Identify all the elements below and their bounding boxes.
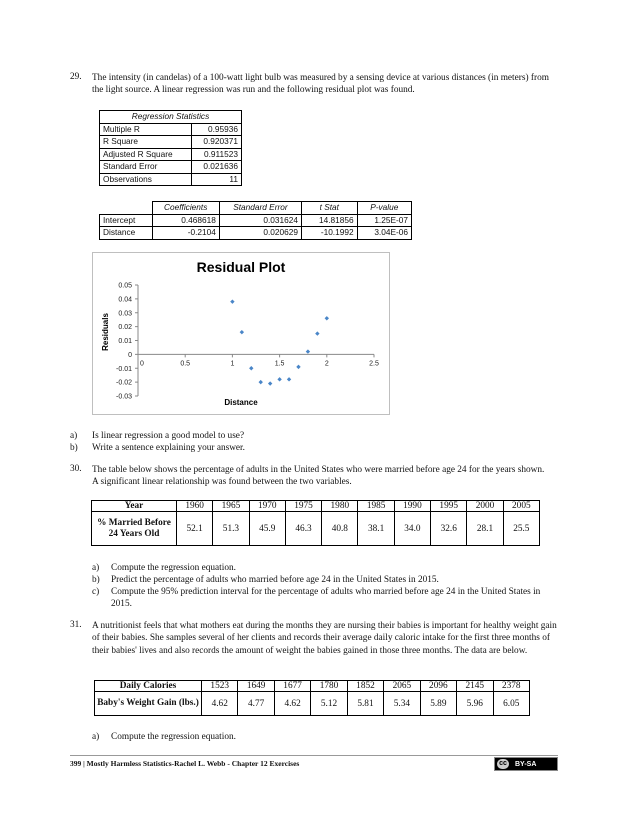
- footer-text: 399 | Mostly Harmless Statistics-Rachel L. Webb - Chapter 12 Exercises: [70, 759, 300, 768]
- y-axis-label: Residuals: [101, 313, 110, 351]
- table-row: Observations 11: [100, 173, 242, 186]
- x-tick-label: 0.5: [180, 360, 191, 368]
- table-row: Multiple R 0.95936: [100, 123, 242, 136]
- table-row: Intercept 0.468618 0.031624 14.81856 1.25E-07: [100, 214, 412, 227]
- table-row: Baby's Weight Gain (lbs.) 4.62 4.77 4.62 5.12 5.81 5.34 5.89 5.96 6.05: [95, 692, 530, 716]
- y-tick-label: 0: [128, 351, 132, 359]
- x-tick-label: 1: [230, 360, 235, 368]
- q29-part-b-letter: b): [70, 443, 78, 453]
- table-header-row: Coefficients Standard Error t Stat P-value: [100, 202, 412, 215]
- table-row: Daily Calories 1523 1649 1677 1780 1852 2065 2096 2145 2378: [95, 681, 530, 692]
- table-row: Adjusted R Square 0.911523: [100, 148, 242, 161]
- q31-part-a: Compute the regression equation.: [111, 732, 236, 742]
- q31-number: 31.: [70, 620, 82, 630]
- reg-stats-title: Regression Statistics: [100, 111, 242, 124]
- q29-part-b: Write a sentence explaining your answer.: [92, 443, 245, 453]
- footer-rule: [70, 755, 558, 756]
- regression-statistics-table: [99, 110, 242, 186]
- cc-icon: cc: [497, 759, 509, 769]
- calories-table: [94, 680, 530, 716]
- x-tick-label: 2: [324, 360, 329, 368]
- x-tick-label: 0: [140, 360, 144, 368]
- q30-part-b-letter: b): [92, 575, 100, 585]
- q29-number: 29.: [70, 72, 82, 82]
- q29-part-a-letter: a): [70, 431, 78, 441]
- y-tick-label: -0.03: [116, 393, 132, 401]
- q30-part-a: Compute the regression equation.: [111, 563, 236, 573]
- y-tick-label: 0.02: [118, 324, 132, 332]
- y-tick-label: -0.01: [116, 365, 132, 373]
- q30-part-c: Compute the 95% prediction interval for the percentage of adults who married before age 24 in the United States in 2015.: [111, 587, 541, 610]
- table-row: Year 1960 1965 1970 1975 1980 1985 1990 1995 2000 2005: [92, 501, 540, 512]
- q29-text: The intensity (in candelas) of a 100-watt light bulb was measured by a sensing device at various distances (in meters) from the light source. A linear regression was run and the following residual plot was found.: [92, 73, 549, 96]
- q29-part-a: Is linear regression a good model to use?: [92, 431, 245, 441]
- q30-part-a-letter: a): [92, 563, 100, 573]
- chart-title: Residual Plot: [196, 259, 286, 275]
- table-row: Distance -0.2104 0.020629 -10.1992 3.04E-06: [100, 227, 412, 240]
- q30-text: The table below shows the percentage of adults in the United States who were married before age 24 for the years shown. A significant linear relationship was found between the two variables.: [92, 465, 545, 488]
- marriage-table: [91, 500, 540, 546]
- y-tick-label: 0.01: [118, 338, 132, 345]
- q30-number: 30.: [70, 464, 82, 474]
- q31-part-a-letter: a): [92, 732, 100, 742]
- residual-plot: [92, 252, 390, 415]
- table-row: % Married Before 24 Years Old 52.1 51.3 45.9 46.3 40.8 38.1 34.0 32.6 28.1 25.5: [92, 512, 540, 546]
- q30-part-c-letter: c): [92, 587, 100, 597]
- x-tick-label: 2.5: [369, 360, 379, 368]
- q31-text: A nutritionist feels that what mothers eat during the months they are nursing their babies is important for healthy weight gain of their babies. She samples several of her clients and records their average daily caloric intake for the first three months of their babies' lives and also records the amount of weight the babies gained in those three months. The data are below.: [92, 621, 557, 656]
- y-tick-label: 0.04: [118, 296, 132, 304]
- y-tick-label: 0.03: [118, 310, 132, 318]
- y-tick-label: 0.05: [118, 282, 132, 290]
- cc-license-badge: [494, 757, 558, 771]
- coefficients-table: [99, 201, 412, 240]
- table-row: R Square 0.920371: [100, 136, 242, 149]
- x-tick-label: 1.5: [274, 360, 285, 368]
- license-text: BY-SA: [515, 760, 537, 768]
- table-row: Standard Error 0.021636: [100, 161, 242, 174]
- y-tick-label: -0.02: [116, 379, 132, 387]
- q30-part-b: Predict the percentage of adults who married before age 24 in the United States in 2015.: [111, 575, 439, 585]
- x-axis-label: Distance: [224, 398, 258, 407]
